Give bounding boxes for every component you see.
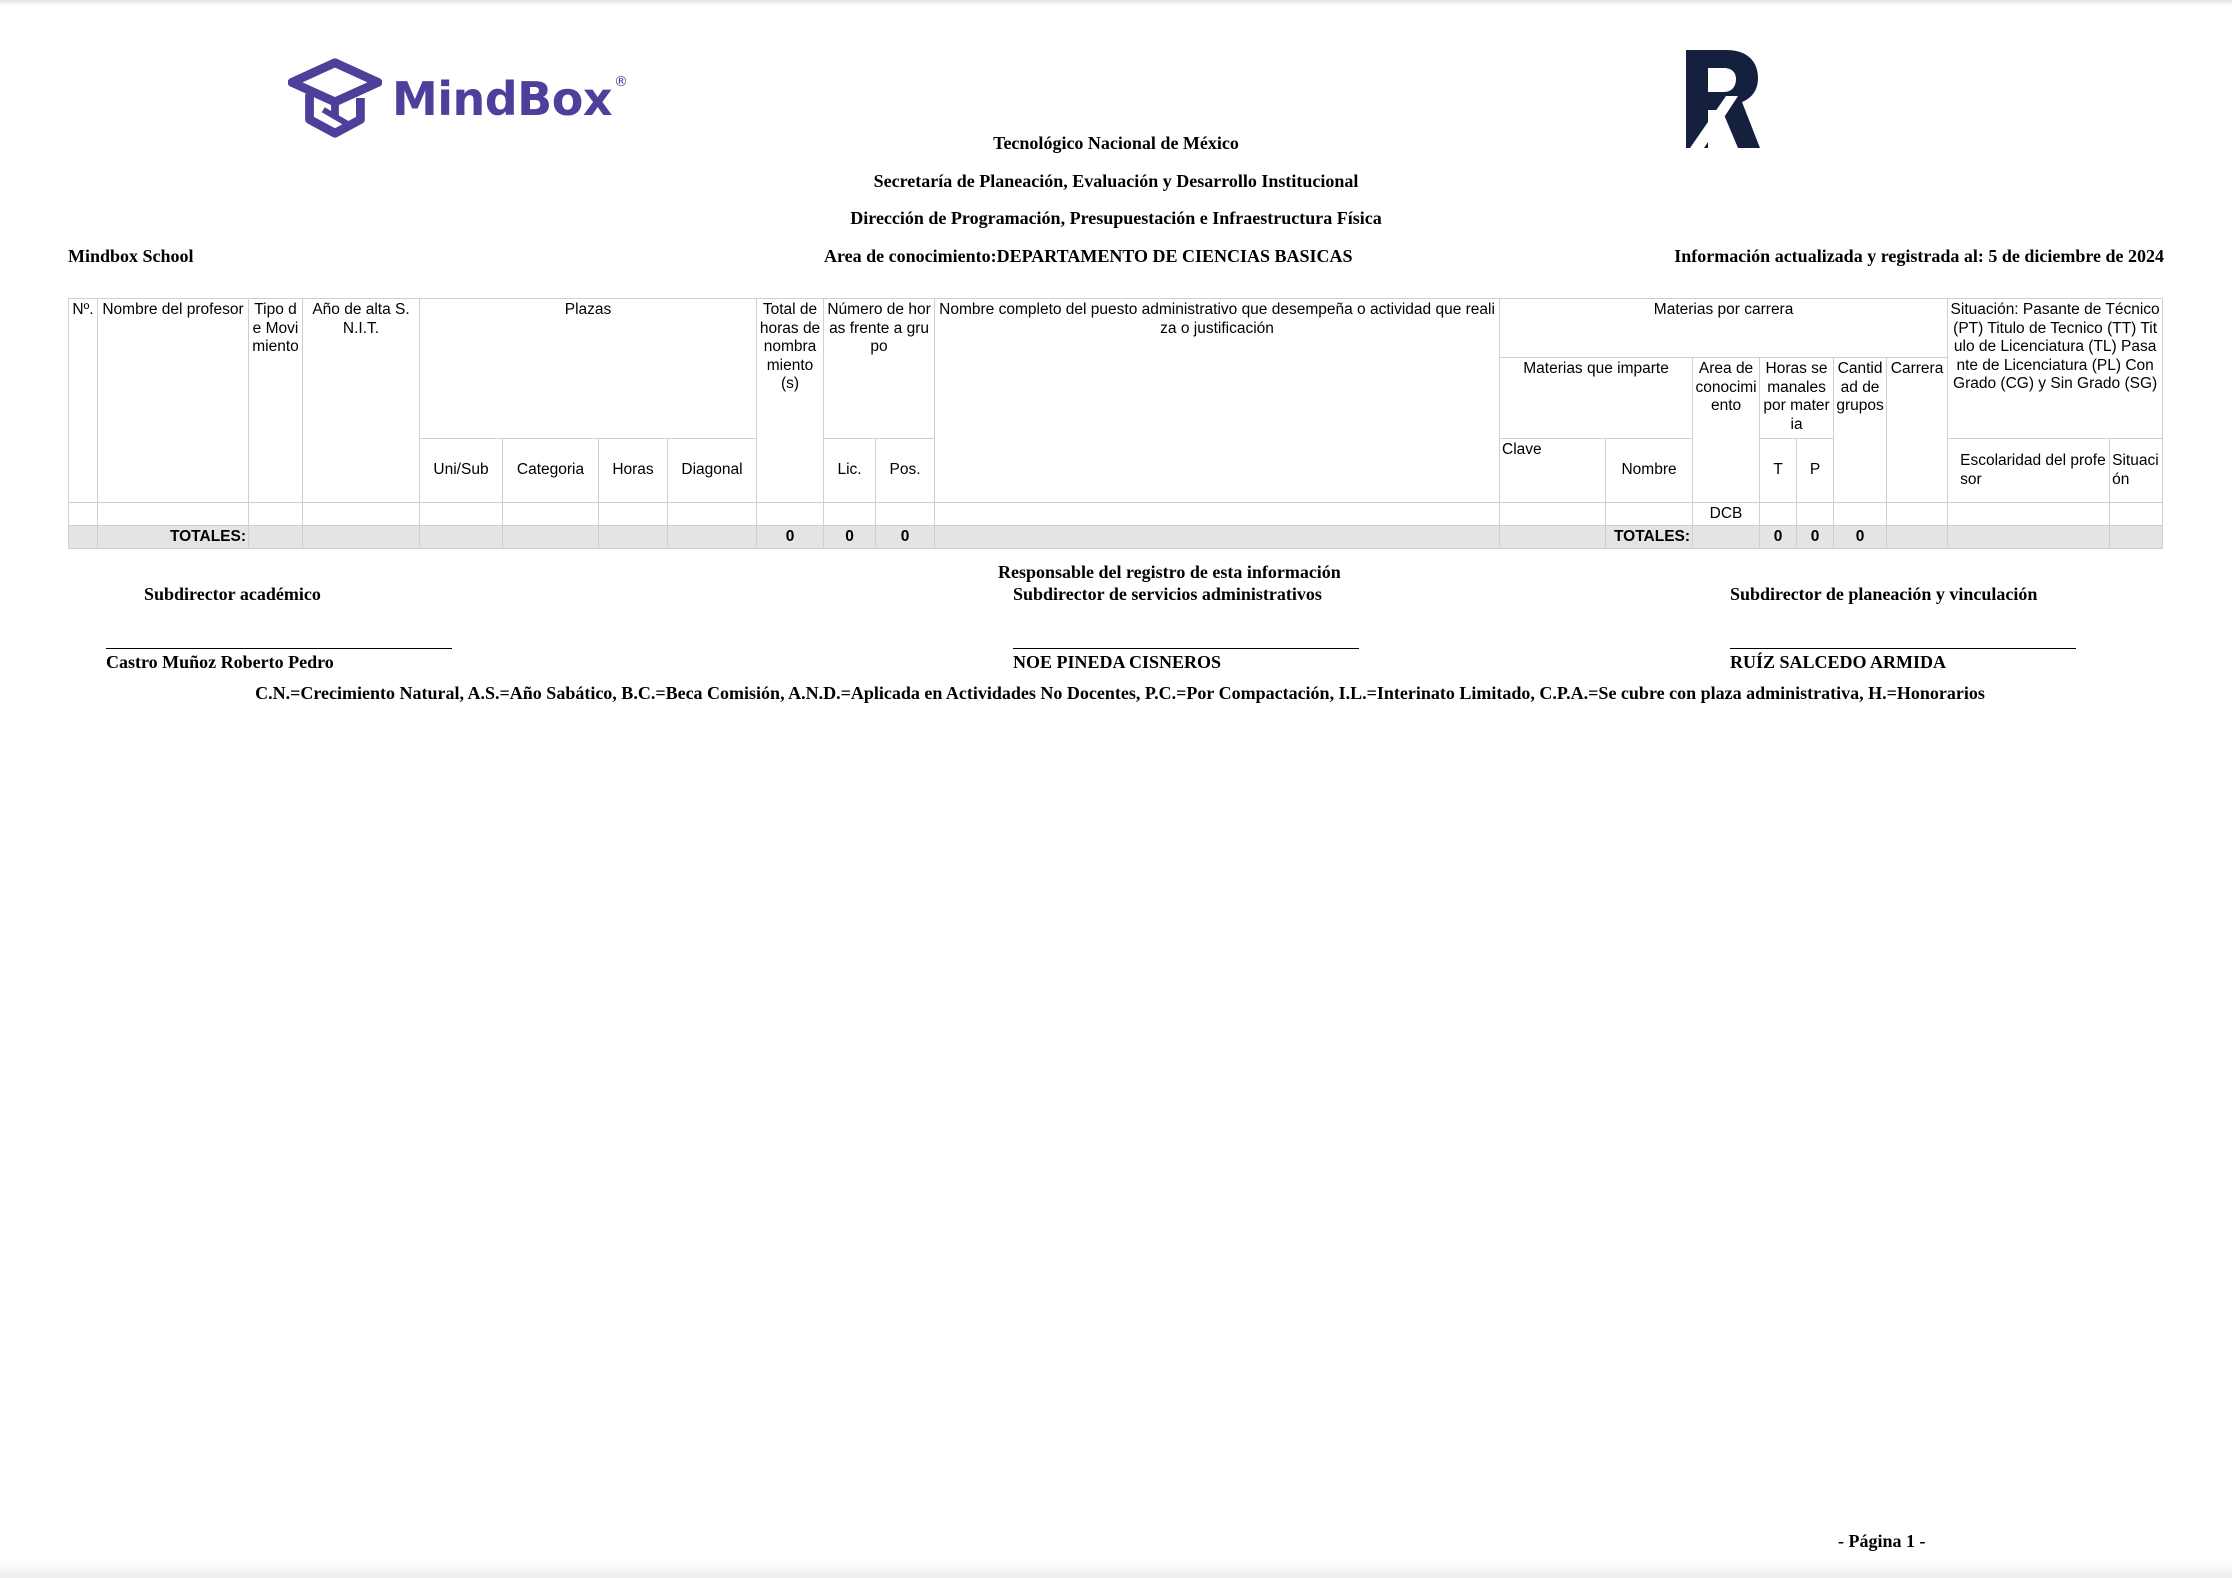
col-categoria-header: Categoria xyxy=(503,439,599,503)
signature-line-right xyxy=(1730,648,2076,649)
mindbox-logo xyxy=(288,58,628,140)
responsable-title: Responsable del registro de esta información xyxy=(998,562,1341,582)
col-clave-header: Clave xyxy=(1500,439,1606,503)
total-lic: 0 xyxy=(824,526,876,549)
signature-line-center xyxy=(1013,648,1359,649)
col-horas-frente-grupo-header: Número de horas frente a grupo xyxy=(824,299,935,439)
signature-line-left xyxy=(106,648,452,649)
col-escolaridad-header: Escolaridad del profesor xyxy=(1948,439,2110,503)
table-row xyxy=(69,503,2163,526)
col-cantidad-grupos-header: Cantidad de grupos xyxy=(1834,358,1887,503)
col-t-header: T xyxy=(1760,439,1797,503)
col-plazas-header: Plazas xyxy=(420,299,757,439)
col-materias-carrera-header: Materias por carrera xyxy=(1500,299,1948,358)
area-conocimiento: Area de conocimiento:DEPARTAMENTO DE CIENCIAS BASICAS xyxy=(824,246,1353,266)
totals-label-2: TOTALES: xyxy=(1606,526,1693,549)
header-line-3: Dirección de Programación, Presupuestación e Infraestructura Física xyxy=(850,208,1382,228)
col-profesor-header: Nombre del profesor xyxy=(98,299,249,503)
brand-wordmark: MindBox xyxy=(391,72,612,126)
total-grupos: 0 xyxy=(1834,526,1887,549)
col-anio-alta-header: Año de alta S.N.I.T. xyxy=(303,299,420,503)
school-name: Mindbox School xyxy=(68,246,194,266)
total-t: 0 xyxy=(1760,526,1797,549)
col-diagonal-header: Diagonal xyxy=(668,439,757,503)
col-p-header: P xyxy=(1797,439,1834,503)
col-horas-header: Horas xyxy=(599,439,668,503)
header-line-2: Secretaría de Planeación, Evaluación y Desarrollo Institucional xyxy=(873,171,1359,191)
abbreviations-legend: C.N.=Crecimiento Natural, A.S.=Año Sabático, B.C.=Beca Comisión, A.N.D.=Aplicada en Actividades No Docentes, P.C.=Por Compactación, I.L.=Interinato Limitado, C.P.A.=Se cubre con plaza administrativa, H.=Honorarios xyxy=(255,683,1985,703)
registered-mark: ® xyxy=(614,74,628,90)
totals-label: TOTALES: xyxy=(98,526,249,549)
subdirector-planeacion-title: Subdirector de planeación y vinculación xyxy=(1730,584,2038,604)
col-tipo-movimiento-header: Tipo de Movimiento xyxy=(249,299,303,503)
page-number: - Página 1 - xyxy=(1838,1531,1926,1551)
col-area-header: Area de conocimiento xyxy=(1693,358,1760,503)
subdirector-planeacion-name: RUÍZ SALCEDO ARMIDA xyxy=(1730,652,1947,672)
col-materias-imparte-header: Materias que imparte xyxy=(1500,358,1693,439)
col-unisub-header: Uni/Sub xyxy=(420,439,503,503)
total-horas-nombramiento: 0 xyxy=(757,526,824,549)
totals-row xyxy=(69,526,2163,549)
faculty-table xyxy=(68,298,2163,549)
col-puesto-header: Nombre completo del puesto administrativo que desempeña o actividad que realiza o justificación xyxy=(935,299,1500,503)
subdirector-academico-title: Subdirector académico xyxy=(144,584,321,604)
col-horas-semanales-header: Horas semanales por materia xyxy=(1760,358,1834,439)
subdirector-servicios-name: NOE PINEDA CISNEROS xyxy=(1013,652,1222,672)
area-cell: DCB xyxy=(1693,503,1760,526)
page-bottom-shadow xyxy=(0,1560,2232,1578)
header-line-1: Tecnológico Nacional de México xyxy=(993,133,1239,153)
total-pos: 0 xyxy=(876,526,935,549)
graduation-cap-box-icon xyxy=(288,58,382,140)
page-top-shadow xyxy=(0,0,2232,6)
col-no-header: Nº. xyxy=(69,299,98,503)
col-situacion-short-header: Situación xyxy=(2110,439,2163,503)
col-situacion-header: Situación: Pasante de Técnico (PT) Titulo de Tecnico (TT) Titulo de Licenciatura (TL) Pasante de Licenciatura (PL) Con Grado (CG) y Sin Grado (SG) xyxy=(1948,299,2163,439)
subdirector-servicios-title: Subdirector de servicios administrativos xyxy=(1013,584,1322,604)
total-p: 0 xyxy=(1797,526,1834,549)
subdirector-academico-name: Castro Muñoz Roberto Pedro xyxy=(106,652,334,672)
col-pos-header: Pos. xyxy=(876,439,935,503)
update-date: Información actualizada y registrada al: 5 de diciembre de 2024 xyxy=(1674,246,2164,266)
col-lic-header: Lic. xyxy=(824,439,876,503)
col-total-horas-header: Total de horas de nombramiento(s) xyxy=(757,299,824,503)
col-carrera-header: Carrera xyxy=(1887,358,1948,503)
col-nombre-header: Nombre xyxy=(1606,439,1693,503)
